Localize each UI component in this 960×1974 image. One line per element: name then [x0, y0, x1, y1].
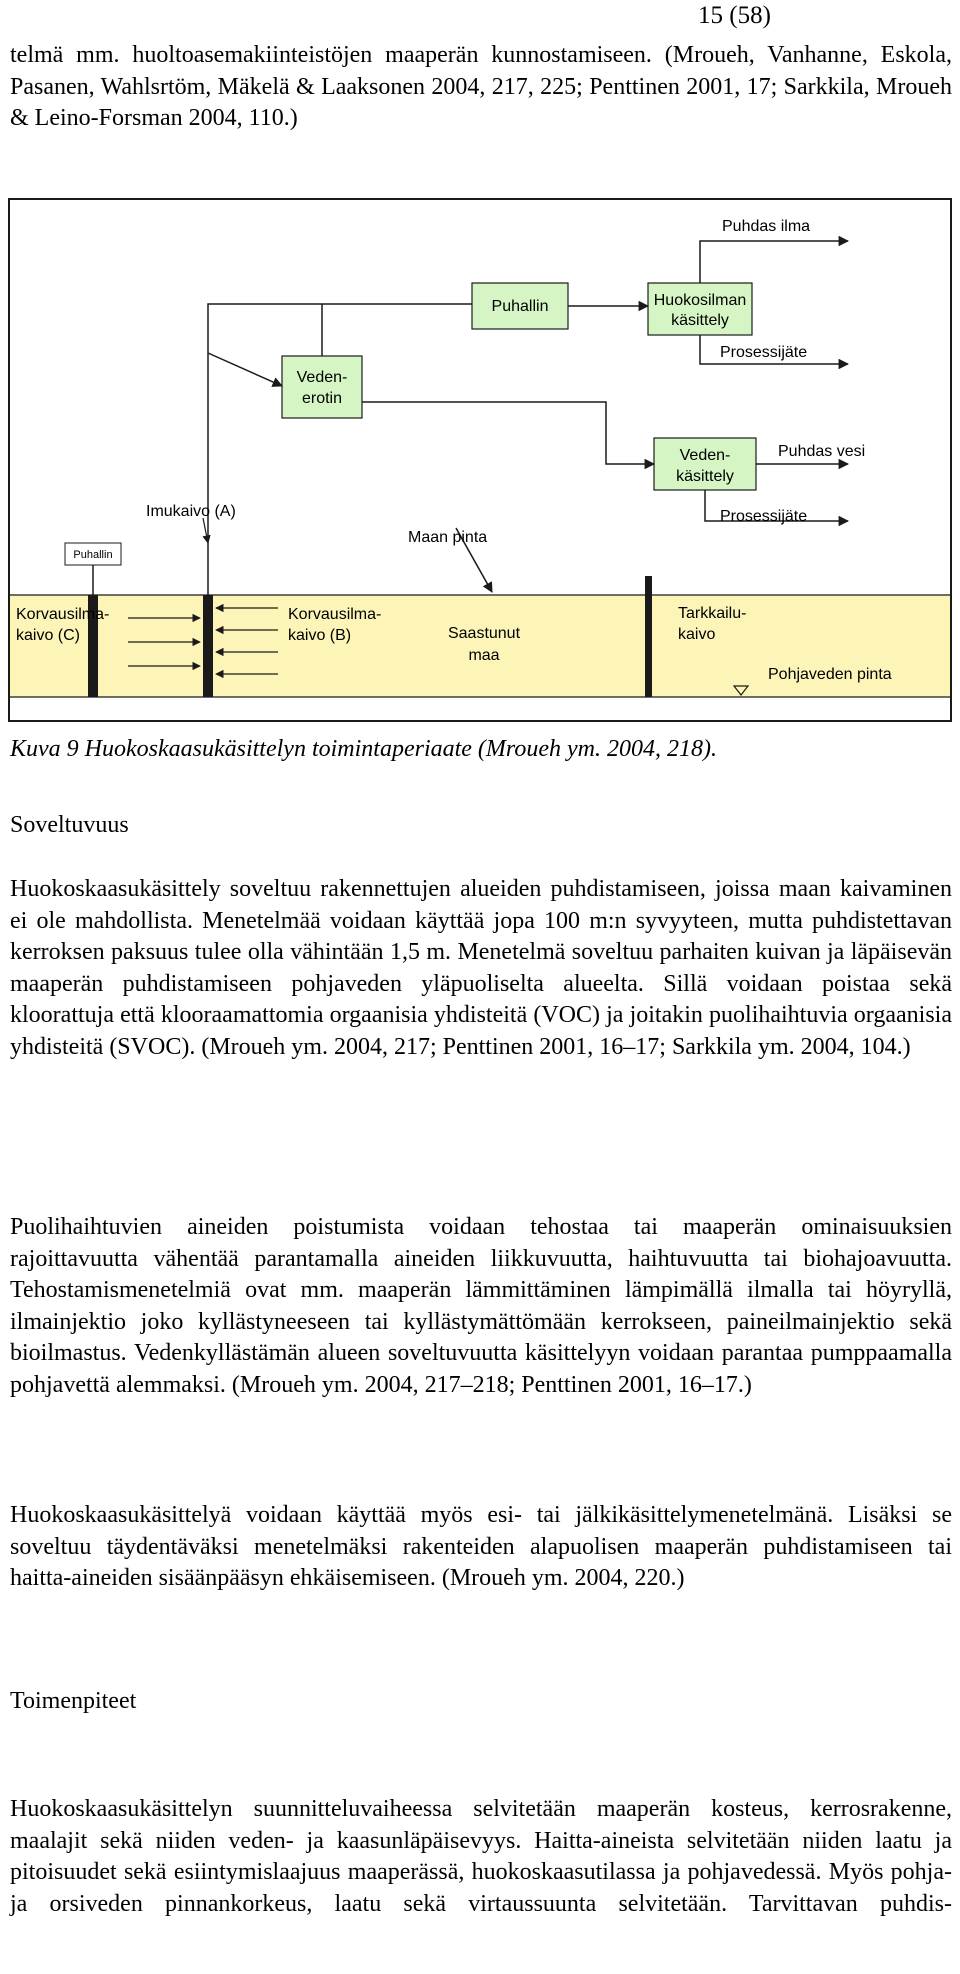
well-tarkkailu [645, 576, 652, 697]
label-korvaus-c-2: kaivo (C) [16, 627, 81, 644]
paragraph-2: Puolihaihtuvien aineiden poistumista voidaan tehostaa tai maaperän ominaisuuksien rajoittavuutta vähentää parantamalla aineiden liikkuvuutta, haihtuvuutta tai biohajoavuutta. Tehostamismenetelmiä ovat mm. maaperän lämmittäminen lämpimällä ilmalla tai höyryllä, ilmainjektio joko kyllästyneeseen tai kyllästymättömään kerrokseen, paineilmainjektio sekä bioilmastus. Vedenkyllästämän alueen soveltuvuutta käsittelyyn voidaan parantaa pumppaamalla pohjavettä alemmaksi. (Mroueh ym. 2004, 217–218; Penttinen 2001, 16–17.) [10, 1214, 952, 1398]
paragraph-1: Huokoskaasukäsittely soveltuu rakennettujen alueiden puhdistamiseen, joissa maan kaivaminen ei ole mahdollista. Menetelmää voidaan käyttää jopa 100 m:n syvyyteen, mutta puhdistettavan kerroksen paksuus tulee olla vähintään 1,5 m. Menetelmä soveltuu parhaiten kuivan ja läpäisevän maaperän puhdistamiseen pohjaveden yläpuoliselta alueelta. Sillä voidaan poistaa sekä kloorattuja että klooraamattomia orgaanisia yhdisteitä (VOC) ja joitakin puolihaihtuvia orgaanisia yhdisteitä (SVOC). (Mroueh ym. 2004, 217; Penttinen 2001, 16–17; Sarkkila ym. 2004, 104.) [10, 876, 952, 1060]
label-korvaus-c-1: Korvausilma- [16, 606, 110, 623]
label-puhallin-small: Puhallin [73, 549, 113, 561]
label-vedenerotin-2: erotin [301, 390, 343, 407]
label-tarkkailu-2: kaivo [678, 626, 716, 643]
label-vedenkasittely-2: käsittely [676, 468, 734, 485]
label-saastunut-2: maa [468, 647, 500, 664]
paragraph-4: Huokoskaasukäsittelyn suunnitteluvaiheessa selvitetään maaperän kosteus, kerrosrakenne, maalajit sekä niiden veden- ja kaasunläpäisevyys. Haitta-aineista selvitetään niiden laatu ja pitoisuudet sekä esiintymislaajuus maaperässä, huokoskaasutilassa ja pohjavedessä. Myös pohja- ja orsiveden pinnankorkeus, laatu sekä virtaussuunta selvitetään. Tarvittavan puhdis- [10, 1796, 952, 1917]
label-maan-pinta: Maan pinta [408, 529, 488, 546]
label-imukaivo: Imukaivo (A) [146, 503, 236, 520]
label-pohjaveden-pinta: Pohjaveden pinta [768, 666, 892, 683]
paragraph-3: Huokoskaasukäsittelyä voidaan käyttää myös esi- tai jälkikäsittelymenetelmänä. Lisäksi se soveltuu täydentäväksi menetelmäksi rakenteiden alapuolisen maaperän puhdistamiseen tai haitta-aineiden sisäänpääsyn ehkäisemiseen. (Mroueh ym. 2004, 220.) [10, 1502, 952, 1591]
label-prosessijate-1: Prosessijäte [720, 344, 808, 361]
figure-diagram [8, 198, 952, 722]
label-puhdas-vesi: Puhdas vesi [778, 443, 866, 460]
label-saastunut-1: Saastunut [447, 625, 521, 642]
label-korvaus-b-1: Korvausilma- [288, 606, 382, 623]
figure-caption: Kuva 9 Huokoskaasukäsittelyn toimintaperiaate (Mroueh ym. 2004, 218). [10, 736, 717, 762]
label-puhallin: Puhallin [491, 298, 549, 315]
label-huokosilman-2: käsittely [671, 312, 729, 329]
label-prosessijate-2: Prosessijäte [720, 508, 808, 525]
intro-paragraph: telmä mm. huoltoasemakiinteistöjen maaperän kunnostamiseen. (Mroueh, Vanhanne, Eskola, Pasanen, Wahlsrtöm, Mäkelä & Laaksonen 2004, 217, 225; Penttinen 2001, 17; Sarkkila, Mroueh & Leino-Forsman 2004, 110.) [10, 42, 952, 131]
label-huokosilman-1: Huokosilman [653, 292, 747, 309]
heading-toimenpiteet: Toimenpiteet [10, 1688, 137, 1714]
label-puhdas-ilma: Puhdas ilma [722, 218, 811, 235]
box-vedenerotin [282, 356, 362, 418]
page-number: 15 (58) [698, 2, 771, 29]
label-tarkkailu-1: Tarkkailu- [678, 605, 747, 622]
well-a [203, 595, 213, 697]
label-korvaus-b-2: kaivo (B) [288, 627, 352, 644]
label-vedenerotin-1: Veden- [296, 369, 348, 386]
heading-soveltuvuus: Soveltuvuus [10, 812, 129, 838]
label-vedenkasittely-1: Veden- [679, 447, 731, 464]
